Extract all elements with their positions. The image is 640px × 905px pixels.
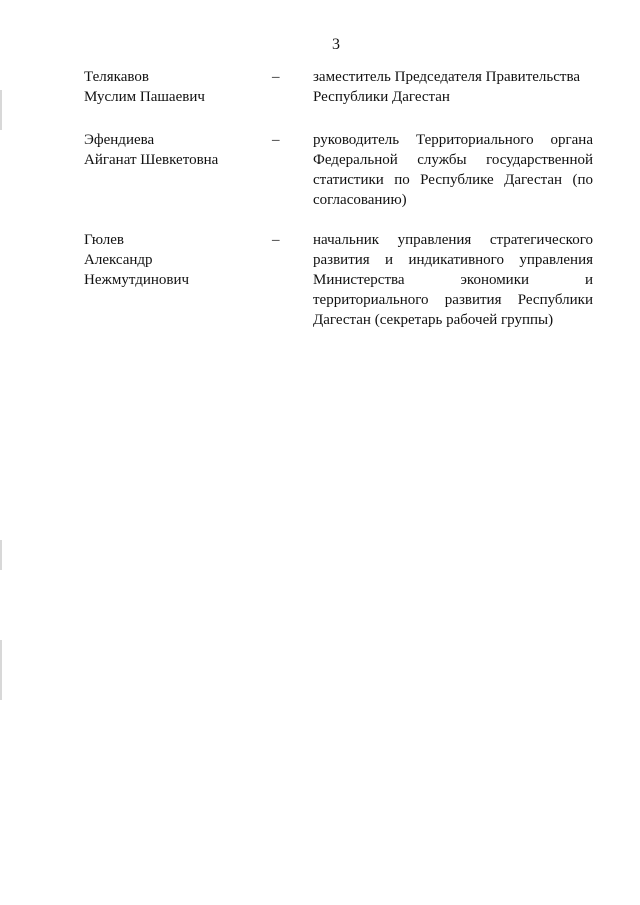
- member-role-line: статистики по Республике Дагестан (по: [313, 172, 593, 188]
- member-role-line: Дагестан (секретарь рабочей группы): [313, 312, 554, 328]
- member-role-line: Федеральной службы государственной: [313, 152, 593, 168]
- page-number: 3: [332, 36, 340, 53]
- separator-dash: –: [272, 232, 280, 248]
- member-name: [84, 130, 264, 170]
- member-role-line: заместитель Председателя Правительства: [313, 69, 581, 85]
- member-name-line: Муслим Пашаевич: [84, 89, 205, 105]
- member-name-line: Эфендиева: [84, 132, 155, 148]
- member-role: [313, 130, 593, 210]
- scan-artifact: [0, 90, 2, 130]
- member-role-line: согласованию): [313, 192, 407, 208]
- member-role-line: начальник управления стратегического: [313, 232, 593, 248]
- member-role-line: руководитель Территориального органа: [313, 132, 593, 148]
- member-role-line: Республики Дагестан: [313, 89, 450, 105]
- member-name: [84, 230, 264, 290]
- member-name: [84, 67, 264, 107]
- member-name-line: Телякавов: [84, 69, 149, 85]
- member-name-line: Нежмутдинович: [84, 272, 190, 288]
- member-role: [313, 230, 593, 330]
- member-role-line: территориального развития Республики: [313, 292, 593, 308]
- member-name-line: Айганат Шевкетовна: [84, 152, 219, 168]
- scan-artifact: [0, 640, 2, 700]
- member-role-line: развития и индикативного управления: [313, 252, 593, 268]
- member-name-line: Гюлев: [84, 232, 124, 248]
- scan-artifact: [0, 540, 2, 570]
- member-name-line: Александр: [84, 252, 153, 268]
- separator-dash: –: [272, 132, 280, 148]
- member-role: [313, 67, 593, 107]
- separator-dash: –: [272, 69, 280, 85]
- member-role-line: Министерства экономики и: [313, 272, 593, 288]
